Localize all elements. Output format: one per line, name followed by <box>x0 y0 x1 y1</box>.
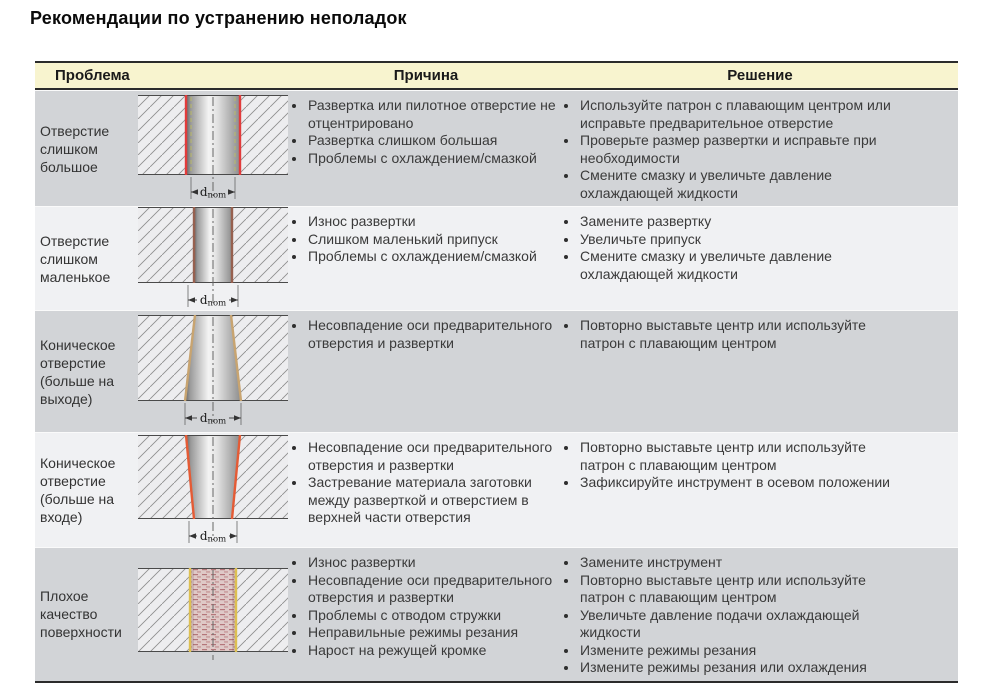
solution-item: • Повторно выставьте центр или используйте патрон с плавающим центром <box>579 317 900 352</box>
cause-list <box>290 439 557 527</box>
solution-cell <box>562 548 958 681</box>
problem-label: Отверстие слишком маленькое <box>40 232 111 285</box>
hole-cross-section-illustration <box>138 315 288 428</box>
solution-item: • Смените смазку и увеличьте давление охлаждающей жидкости <box>579 167 900 202</box>
cause-item: • Несовпадение оси предварительного отверстия и развертки <box>307 317 557 352</box>
cause-list <box>290 317 557 352</box>
solution-item: • Увеличьте припуск <box>579 231 900 249</box>
cause-item: • Проблемы с охлаждением/смазкой <box>307 150 557 168</box>
cause-item: • Неправильные режимы резания <box>307 624 557 642</box>
table-row <box>35 547 958 681</box>
page-title: Рекомендации по устранению неполадок <box>30 8 407 28</box>
table-body <box>35 90 958 681</box>
problem-label: Коническое отверстие (больше на входе) <box>40 455 116 525</box>
cause-item: • Несовпадение оси предварительного отверстия и развертки <box>307 572 557 607</box>
solution-cell <box>562 91 958 206</box>
table-row <box>35 432 958 547</box>
solution-list <box>562 213 900 283</box>
hole-cross-section-illustration <box>138 435 288 546</box>
cause-item: • Проблемы с охлаждением/смазкой <box>307 248 557 266</box>
solution-cell <box>562 207 958 310</box>
cause-list <box>290 97 557 167</box>
solution-list <box>562 554 900 677</box>
cause-list <box>290 213 557 266</box>
header-problem: Проблема <box>55 67 130 84</box>
cause-list <box>290 554 557 659</box>
solution-list <box>562 317 900 352</box>
cause-cell <box>290 91 562 206</box>
problem-cell <box>35 91 290 206</box>
header-solution: Решение <box>727 67 793 84</box>
solution-item: • Повторно выставьте центр или используйте патрон с плавающим центром <box>579 439 900 474</box>
problem-label: Плохое качество поверхности <box>40 588 122 641</box>
solution-item: • Замените развертку <box>579 213 900 231</box>
header-cause: Причина <box>393 67 459 84</box>
solution-item: • Зафиксируйте инструмент в осевом положении <box>579 474 900 492</box>
cause-cell <box>290 433 562 547</box>
hole-cross-section-illustration <box>138 95 288 202</box>
solution-cell <box>562 311 958 432</box>
svg-text:dnom: dnom <box>199 411 227 427</box>
problem-label: Отверстие слишком большое <box>40 122 110 175</box>
troubleshooting-table <box>35 61 958 683</box>
table-row <box>35 90 958 206</box>
problem-cell <box>35 433 290 547</box>
problem-label: Коническое отверстие (больше на выходе) <box>40 336 116 407</box>
cause-cell <box>290 207 562 310</box>
cause-item: • Слишком маленький припуск <box>307 231 557 249</box>
hole-cross-section-illustration <box>138 568 288 661</box>
solution-cell <box>562 433 958 547</box>
cause-cell <box>290 548 562 681</box>
solution-item: • Повторно выставьте центр или используйте патрон с плавающим центром <box>579 572 900 607</box>
svg-text:dnom: dnom <box>199 185 227 201</box>
cause-item: • Проблемы с отводом стружки <box>307 607 557 625</box>
problem-cell <box>35 207 290 310</box>
cause-item: • Несовпадение оси предварительного отверстия и развертки <box>307 439 557 474</box>
solution-item: • Измените режимы резания или охлаждения <box>579 659 900 677</box>
cause-item: • Износ развертки <box>307 554 557 572</box>
solution-item: • Проверьте размер развертки и исправьте при необходимости <box>579 132 900 167</box>
solution-item: • Используйте патрон с плавающим центром или исправьте предварительное отверстие <box>579 97 900 132</box>
problem-cell <box>35 548 290 681</box>
solution-list <box>562 439 900 492</box>
cause-item: • Развертка или пилотное отверстие не отцентрировано <box>307 97 557 132</box>
svg-text:dnom: dnom <box>199 528 227 544</box>
cause-item: • Нарост на режущей кромке <box>307 642 557 660</box>
table-row <box>35 206 958 310</box>
hole-cross-section-illustration <box>138 207 288 310</box>
solution-item: • Замените инструмент <box>579 554 900 572</box>
problem-cell <box>35 311 290 432</box>
cause-item: • Застревание материала заготовки между разверткой и отверстием в верхней части отверстия <box>307 474 557 527</box>
solution-item: • Смените смазку и увеличьте давление охлаждающей жидкости <box>579 248 900 283</box>
svg-text:dnom: dnom <box>199 293 227 309</box>
solution-item: • Измените режимы резания <box>579 642 900 660</box>
solution-item: • Увеличьте давление подачи охлаждающей жидкости <box>579 607 900 642</box>
table-header-row <box>35 63 958 90</box>
solution-list <box>562 97 900 202</box>
cause-cell <box>290 311 562 432</box>
cause-item: • Износ развертки <box>307 213 557 231</box>
cause-item: • Развертка слишком большая <box>307 132 557 150</box>
table-row <box>35 310 958 432</box>
